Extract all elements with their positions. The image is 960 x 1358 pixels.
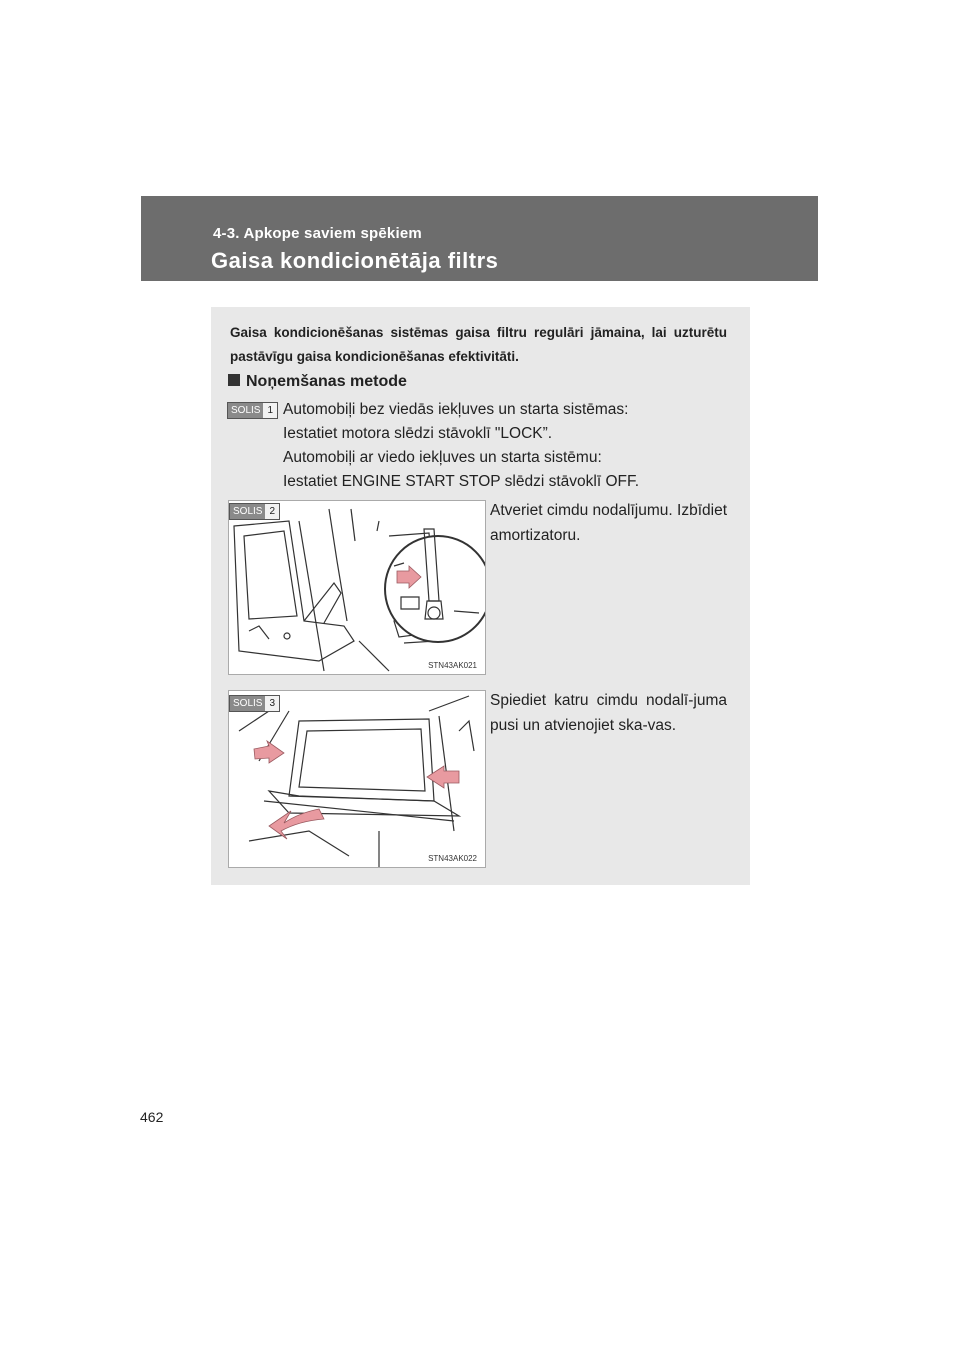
step-3-illustration xyxy=(228,690,486,868)
step-badge-label: SOLIS xyxy=(230,504,265,519)
image-code: STN43AK022 xyxy=(428,854,477,863)
step-badge-number: 3 xyxy=(265,696,279,711)
step-badge-label: SOLIS xyxy=(228,403,263,418)
page-title: Gaisa kondicionētāja filtrs xyxy=(211,248,499,273)
section-label: 4-3. Apkope saviem spēkiem xyxy=(213,225,422,242)
step-badge-label: SOLIS xyxy=(230,696,265,711)
section-heading-text: Noņemšanas metode xyxy=(246,373,407,390)
pink-arrow-icon xyxy=(254,741,284,763)
step-1-line: Automobiļi ar viedo iekļuves un starta sistēmu: xyxy=(283,449,602,466)
step-badge-number: 1 xyxy=(263,403,277,418)
step-1-line: Iestatiet motora slēdzi stāvoklī "LOCK”. xyxy=(283,425,553,442)
section-heading xyxy=(228,373,407,391)
step-badge-2 xyxy=(229,503,280,520)
image-code: STN43AK021 xyxy=(428,661,477,670)
square-bullet-icon xyxy=(228,374,240,386)
glove-box-damper-drawing xyxy=(229,501,485,674)
page-number: 462 xyxy=(140,1109,164,1125)
step-1-line: Automobiļi bez viedās iekļuves un starta sistēmas: xyxy=(283,401,629,418)
step-3-text: Spiediet katru cimdu nodalī-juma pusi un atvienojiet ska-vas. xyxy=(490,692,727,734)
step-badge-1 xyxy=(227,402,278,419)
page-header xyxy=(141,196,818,281)
step-2-text: Atveriet cimdu nodalījumu. Izbīdiet amortizatoru. xyxy=(490,502,727,544)
step-1-line: Iestatiet ENGINE START STOP slēdzi stāvoklī OFF. xyxy=(283,473,640,490)
step-badge-number: 2 xyxy=(265,504,279,519)
step-badge-3 xyxy=(229,695,280,712)
step-1-text xyxy=(283,398,639,494)
content-box xyxy=(211,307,750,885)
step-2-illustration xyxy=(228,500,486,675)
intro-text: Gaisa kondicionēšanas sistēmas gaisa filtru regulāri jāmaina, lai uzturētu pastāvīgu gaisa kondicionēšanas efektivitāti. xyxy=(230,325,727,364)
glove-box-sides-drawing xyxy=(229,691,485,867)
